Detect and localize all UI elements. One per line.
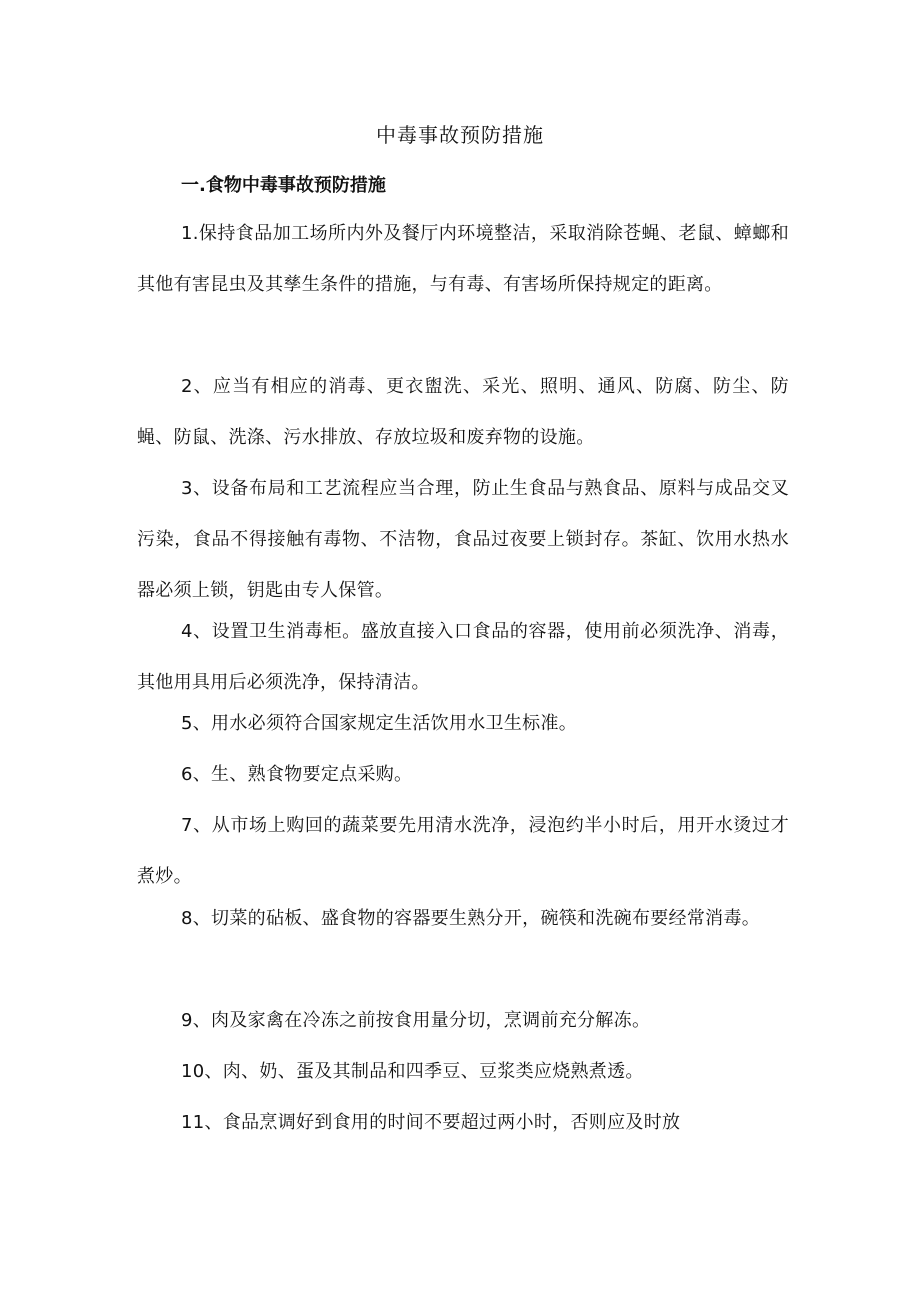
paragraph-8: 8、切菜的砧板、盛食物的容器要生熟分开，碗筷和洗碗布要经常消毒。 <box>181 908 761 929</box>
paragraph-6: 6、生、熟食物要定点采购。 <box>181 764 413 785</box>
section-heading: 一.食物中毒事故预防措施 <box>181 175 386 196</box>
paragraph-11: 11、食品烹调好到食用的时间不要超过两小时，否则应及时放 <box>181 1112 681 1133</box>
paragraph-10: 10、肉、奶、蛋及其制品和四季豆、豆浆类应烧熟煮透。 <box>181 1061 644 1082</box>
paragraph-1: 1.保持食品加工场所内外及餐厅内环境整洁，采取消除苍蝇、老鼠、蟑螂和其他有害昆虫及其孳生条件的措施，与有毒、有害场所保持规定的距离。 <box>137 223 789 295</box>
paragraph-2: 2、应当有相应的消毒、更衣盥洗、采光、照明、通风、防腐、防尘、防蝇、防鼠、洗涤、污水排放、存放垃圾和废弃物的设施。 <box>137 376 789 448</box>
paragraph-3: 3、设备布局和工艺流程应当合理，防止生食品与熟食品、原料与成品交叉污染，食品不得接触有毒物、不洁物，食品过夜要上锁封存。茶缸、饮用水热水器必须上锁，钥匙由专人保管。 <box>137 478 789 601</box>
document-title: 中毒事故预防措施 <box>376 123 544 147</box>
paragraph-9: 9、肉及家禽在冷冻之前按食用量分切，烹调前充分解冻。 <box>181 1010 651 1031</box>
paragraph-7: 7、从市场上购回的蔬菜要先用清水洗净，浸泡约半小时后，用开水烫过才煮炒。 <box>137 815 789 887</box>
paragraph-5: 5、用水必须符合国家规定生活饮用水卫生标准。 <box>181 713 578 734</box>
paragraph-4: 4、设置卫生消毒柜。盛放直接入口食品的容器，使用前必须洗净、消毒，其他用具用后必须洗净，保持清洁。 <box>137 621 789 693</box>
